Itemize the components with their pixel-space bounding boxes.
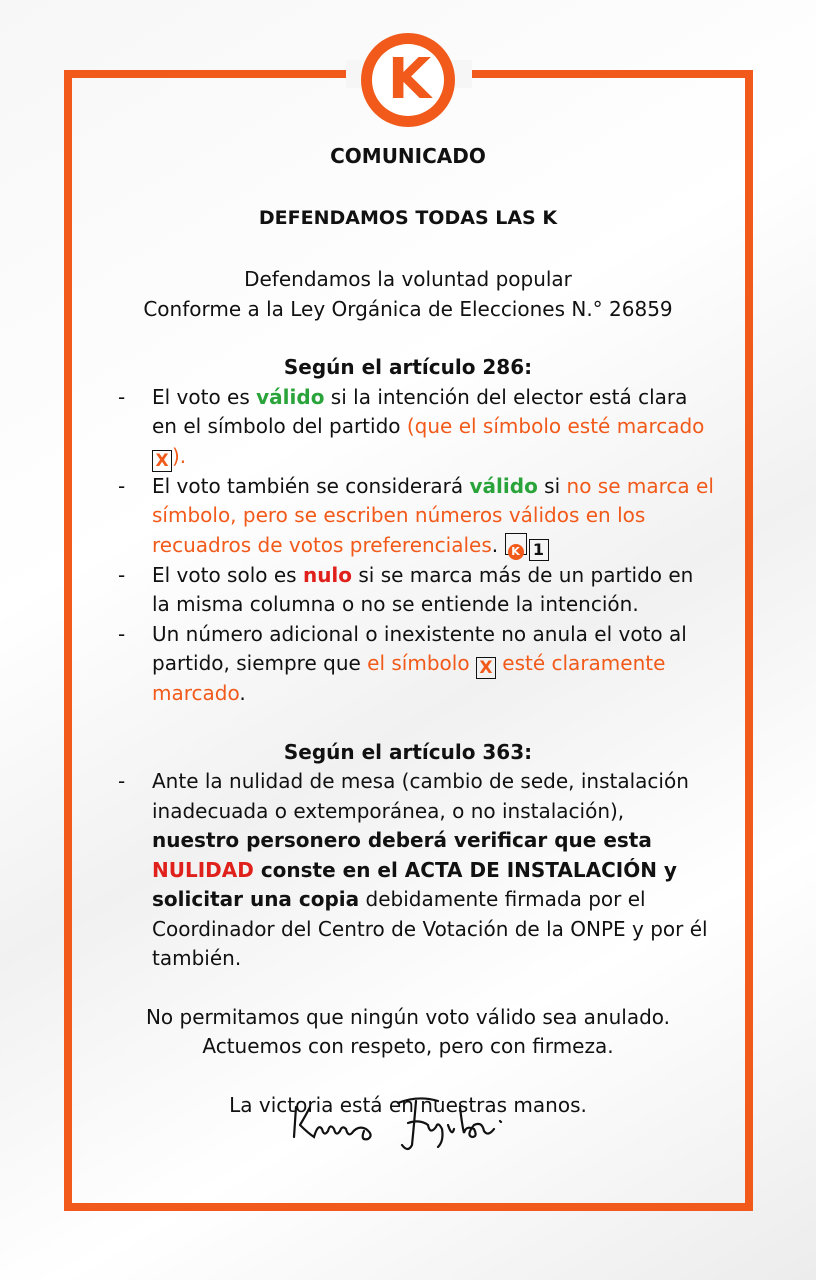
list-item (114, 383, 716, 472)
subtitle: DEFENDAMOS TODAS LAS K (258, 206, 558, 229)
orange-text: no se marca el símbolo, pero se escriben números válidos en los recuadros de votos preferenciales (152, 473, 714, 557)
orange-text: (que el símbolo esté marcado (406, 414, 705, 438)
closing-line1: No permitamos que ningún voto válido sea anulado. (145, 1004, 671, 1029)
text: . (491, 532, 499, 557)
intro (100, 265, 716, 324)
orange-text: el símbolo (367, 651, 476, 675)
text: . (239, 681, 246, 705)
article-363-list (100, 767, 716, 974)
logo-k-icon: K (387, 47, 432, 112)
bold-text: nuestro personero deberá verificar que esta (152, 828, 652, 852)
number-box: 1 (529, 539, 549, 561)
party-logo (361, 33, 455, 127)
orange-text: esté claramente marcado (152, 651, 666, 705)
signature (288, 1085, 528, 1155)
article-286-list (100, 383, 716, 709)
valid-word: válido (256, 384, 325, 409)
article-286-title: Según el artículo 286: (283, 355, 533, 379)
marked-box-icon: X (152, 450, 172, 472)
text: si la intención del elector está clara en el símbolo del partido (152, 384, 688, 438)
text: El voto solo es (152, 562, 303, 587)
text: Ante la nulidad de mesa (cambio de sede, instalación inadecuada o extemporánea, o no instalación), (152, 769, 689, 823)
closing-line2: Actuemos con respeto, pero con firmeza. (202, 1034, 614, 1058)
nulo-word: nulo (302, 562, 353, 587)
nulidad-word: NULIDAD (152, 857, 254, 882)
communique-body (100, 138, 716, 1120)
text: ). (172, 443, 187, 468)
bold-text: conste en el ACTA DE INSTALACIÓN y solicitar una copia (152, 857, 677, 911)
text: si (537, 473, 567, 498)
article-363-title: Según el artículo 363: (283, 739, 533, 764)
mini-k-logo: K (508, 544, 524, 560)
intro-line1: Defendamos la voluntad popular (244, 267, 572, 291)
list-item (114, 620, 716, 709)
k-box-icon (505, 533, 527, 558)
valid-word: válido (469, 473, 538, 498)
title: COMUNICADO (330, 144, 486, 168)
text: si se marca más de un partido en la misma columna o no se entiende la intención. (152, 562, 694, 616)
closing-line3: La victoria está en nuestras manos. (229, 1092, 587, 1117)
text: El voto también se considerará (152, 473, 470, 498)
list-item (114, 767, 716, 974)
text: Un número adicional o inexistente no anula el voto al partido, siempre que (152, 621, 687, 675)
text: El voto es (152, 384, 257, 409)
logo-inner (372, 44, 444, 116)
list-item (114, 472, 716, 561)
marked-box-icon: X (476, 657, 496, 679)
list-item (114, 561, 716, 620)
intro-line2: Conforme a la Ley Orgánica de Elecciones N.° 26859 (143, 296, 673, 321)
text: debidamente firmada por el Coordinador del Centro de Votación de la ONPE y por él también. (152, 887, 708, 970)
